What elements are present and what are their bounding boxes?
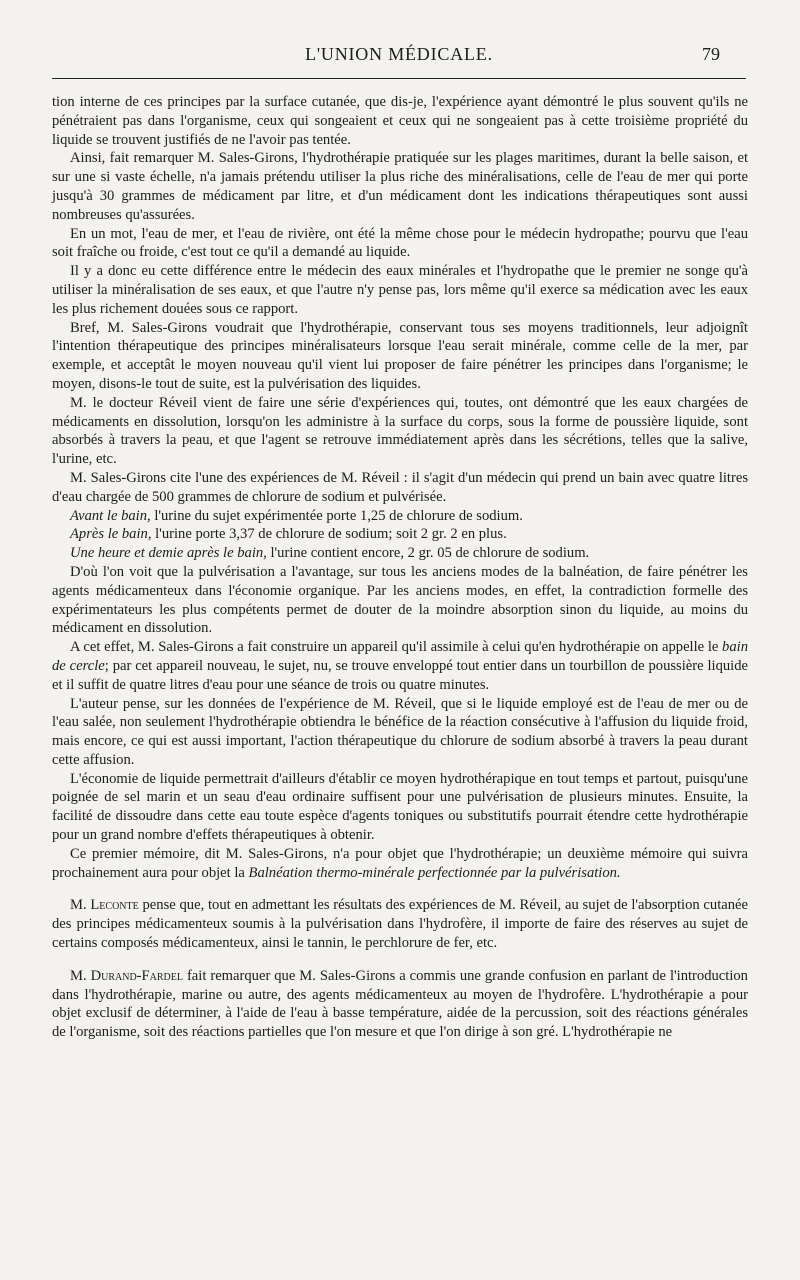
text-run: fait remarquer que M. Sales-Girons a commis une grande confusion en parlant de l'introduction dans l'hydrothérapie, marine ou autre, des agents médicamenteux au moyen de l'hydrofère. L'hydrothérapie a pour objet exclusif de déterminer, à l'aide de l'eau à basse température, aidée de la percussion, soit des réactions générales de l'organisme, soit des réactions partielles que l'on mesure et que l'on dirige à son gré. L'hydrothérapie ne	[52, 967, 748, 1041]
page-number: 79	[702, 44, 720, 64]
paragraph: tion interne de ces principes par la surface cutanée, que dis-je, l'expérience ayant démontré le plus souvent qu'ils ne pénétraient pas dans l'organisme, ceux qui songeaient et ceux qui ne songeaient pas à cette troisième propriété du liquide se trouvent justifiés de ne l'avoir pas tentée.	[52, 94, 748, 148]
running-head	[52, 38, 746, 79]
paragraph: L'économie de liquide permettrait d'ailleurs d'établir ce moyen hydrothérapique en tout temps et partout, puisqu'une poignée de sel marin et un seau d'eau ordinaire suffisent pour une pulvérisation de plusieurs minutes. Ensuite, la facilité de dissoudre dans cette eau toute espèce d'agents toniques ou substitutifs pourrait étendre cette hydrothérapie pour un grand nombre d'effets thérapeutiques à obtenir.	[52, 770, 748, 844]
running-title: L'UNION MÉDICALE.	[305, 44, 493, 64]
experiment-line	[52, 507, 748, 526]
paragraph: Il y a donc eu cette différence entre le médecin des eaux minérales et l'hydropathe que le premier ne songe qu'à utiliser la minéralisation de ses eaux, et que l'autre n'y pense pas, lors même qu'il exerce sa médication avec les eaux les plus richement douées sous ce rapport.	[52, 263, 748, 317]
text-run: pense que, tout en admettant les résultats des expériences de M. Réveil, au sujet de l'absorption cutanée des principes médicamenteux soumis à la pulvérisation dans l'hydrofère, il importe de faire des réserves au sujet de certains composés médicamenteux, ainsi le tannin, le perchlorure de fer, etc.	[52, 897, 748, 952]
paragraph: M. Sales-Girons cite l'une des expériences de M. Réveil : il s'agit d'un médecin qui prend un bain avec quatre litres d'eau chargée de 500 grammes de chlorure de sodium et pulvérisée.	[52, 469, 748, 505]
italic-run: Balnéation thermo-minérale perfectionnée par la pulvérisation.	[248, 864, 621, 881]
paragraph: L'auteur pense, sur les données de l'expérience de M. Réveil, que si le liquide employé est de l'eau de mer ou de l'eau salée, non seulement l'hydrothérapie obtiendra le bénéfice de la réaction consécutive à l'affusion du liquide froid, mais encore, ce qui est aussi important, l'action thérapeutique du chlorure de sodium absorbé à travers la peau durant cette affusion.	[52, 695, 748, 768]
paragraph-memoire	[52, 845, 748, 883]
experiment-line	[52, 544, 748, 563]
experiment-label: Une heure et demie après le bain,	[70, 545, 267, 562]
experiment-line	[52, 525, 748, 544]
speaker-name: M. Durand-Fardel	[70, 967, 183, 984]
paragraph-cercle	[52, 638, 748, 694]
paragraph: En un mot, l'eau de mer, et l'eau de rivière, ont été la même chose pour le médecin hydropathe; pourvu que l'eau soit fraîche ou froide, c'est tout ce qu'il a demandé au liquide.	[52, 225, 748, 261]
paragraph: Ainsi, fait remarquer M. Sales-Girons, l'hydrothérapie pratiquée sur les plages maritimes, durant la belle saison, et sur une si vaste échelle, n'a jamais prétendu utiliser la plus riche des minéralisations, celle de l'eau de mer qui porte jusqu'à 30 grammes de médicament par litre, et d'un médicament dont les indications thérapeutiques sont aussi nombreuses qu'assurées.	[52, 150, 748, 223]
experiment-text: l'urine contient encore, 2 gr. 05 de chlorure de sodium.	[266, 545, 590, 562]
italic-run: bain de cercle	[52, 639, 748, 674]
text-run: A cet effet, M. Sales-Girons a fait construire un appareil qu'il assimile à celui qu'en hydrothérapie on appelle le	[70, 639, 723, 656]
experiment-label: Après le bain,	[70, 526, 152, 543]
paragraph: M. le docteur Réveil vient de faire une série d'expériences qui, toutes, ont démontré que les eaux chargées de médicaments en dissolution, lorsqu'on les administre à la surface du corps, sous la forme de poussière liquide, sont absorbés à travers la peau, et que l'agent se retrouve immédiatement après dans les sécrétions, telles que la salive, l'urine, etc.	[52, 394, 748, 468]
experiment-text: l'urine du sujet expérimentée porte 1,25 de chlorure de sodium.	[150, 507, 523, 524]
body-text	[52, 93, 748, 1042]
paragraph: Bref, M. Sales-Girons voudrait que l'hydrothérapie, conservant tous ses moyens traditionnels, leur adjoignît l'intention thérapeutique des principes minéralisateurs lorsque l'eau serait minérale, comme celle de la mer, par exemple, et acceptât le moyen nouveau qu'il vient lui proposer de faire pénétrer les principes dans l'organisme; le moyen, disons-le tout de suite, est la pulvérisation des liquides.	[52, 319, 748, 392]
paragraph: D'où l'on voit que la pulvérisation a l'avantage, sur tous les anciens modes de la balnéation, de faire pénétrer les agents médicamenteux dans l'économie organique. Par les anciens modes, en effet, la contradiction formelle des expérimentateurs les plus compétents permet de douter de la moindre absorption sinon du liquide, au moins du médicament en dissolution.	[52, 563, 748, 637]
text-run: ; par cet appareil nouveau, le sujet, nu, se trouve enveloppé tout entier dans un tourbillon de poussière liquide et il suffit de quatre litres d'eau pour une séance de trois ou quatre minutes.	[52, 657, 748, 693]
speaker-name: M. Leconte	[70, 897, 139, 914]
text-run: Ce premier mémoire, dit M. Sales-Girons, n'a pour objet que l'hydrothérapie; un deuxième mémoire qui suivra prochainement aura pour objet la	[52, 845, 748, 881]
paragraph-durand	[52, 967, 748, 1042]
experiment-label: Avant le bain,	[70, 507, 151, 524]
experiment-text: l'urine porte 3,37 de chlorure de sodium; soit 2 gr. 2 en plus.	[151, 526, 507, 543]
paragraph-leconte	[52, 896, 748, 952]
